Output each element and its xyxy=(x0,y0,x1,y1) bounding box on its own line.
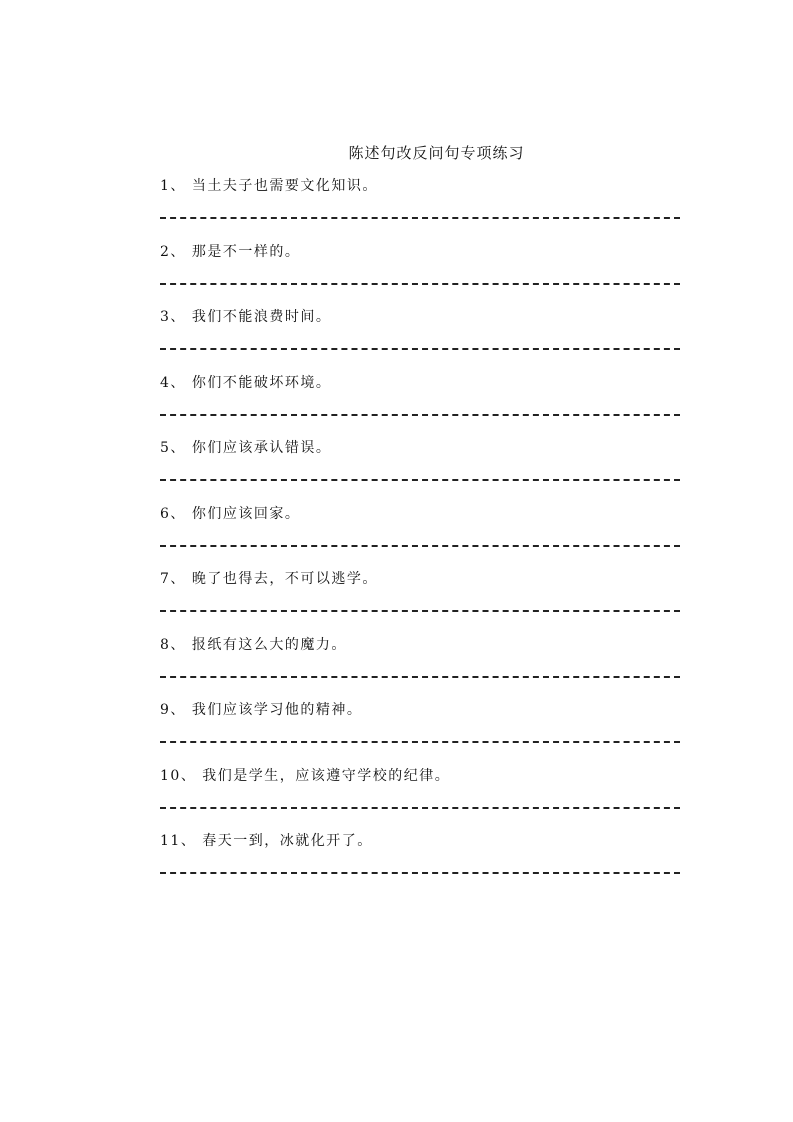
answer-line[interactable] xyxy=(160,676,680,678)
answer-line[interactable] xyxy=(160,545,680,547)
worksheet-title: 陈述句改反问句专项练习 xyxy=(348,144,525,162)
answer-line[interactable] xyxy=(160,414,680,416)
exercise-item xyxy=(160,242,680,262)
question-text: 9、 我们应该学习他的精神。 xyxy=(160,702,363,718)
question-text: 11、 春天一到，冰就化开了。 xyxy=(160,833,373,849)
question-text: 8、 报纸有这么大的魔力。 xyxy=(160,636,347,653)
exercise-item xyxy=(160,176,680,196)
exercise-item xyxy=(160,307,680,327)
answer-line[interactable] xyxy=(160,741,680,743)
exercise-item xyxy=(160,504,680,524)
question-text: 7、 晚了也得去，不可以逃学。 xyxy=(160,571,378,587)
answer-line[interactable] xyxy=(160,283,680,285)
exercise-item xyxy=(160,700,680,720)
answer-line[interactable] xyxy=(160,479,680,481)
answer-line[interactable] xyxy=(160,217,680,219)
answer-line[interactable] xyxy=(160,807,680,809)
question-text: 2、 那是不一样的。 xyxy=(160,243,301,260)
question-text: 6、 你们应该回家。 xyxy=(160,505,301,522)
exercise-item xyxy=(160,635,680,655)
exercise-item xyxy=(160,569,680,589)
question-text: 5、 你们应该承认错误。 xyxy=(160,440,332,456)
question-text: 4、 你们不能破坏环境。 xyxy=(160,374,332,391)
question-text: 3、 我们不能浪费时间。 xyxy=(160,309,332,325)
exercise-item xyxy=(160,373,680,393)
answer-line[interactable] xyxy=(160,610,680,612)
question-text: 10、 我们是学生，应该遵守学校的纪律。 xyxy=(160,767,451,784)
question-text: 1、 当土夫子也需要文化知识。 xyxy=(160,178,378,194)
exercise-item xyxy=(160,766,680,786)
answer-line[interactable] xyxy=(160,872,680,874)
exercise-item xyxy=(160,438,680,458)
exercise-item xyxy=(160,831,680,851)
answer-line[interactable] xyxy=(160,348,680,350)
